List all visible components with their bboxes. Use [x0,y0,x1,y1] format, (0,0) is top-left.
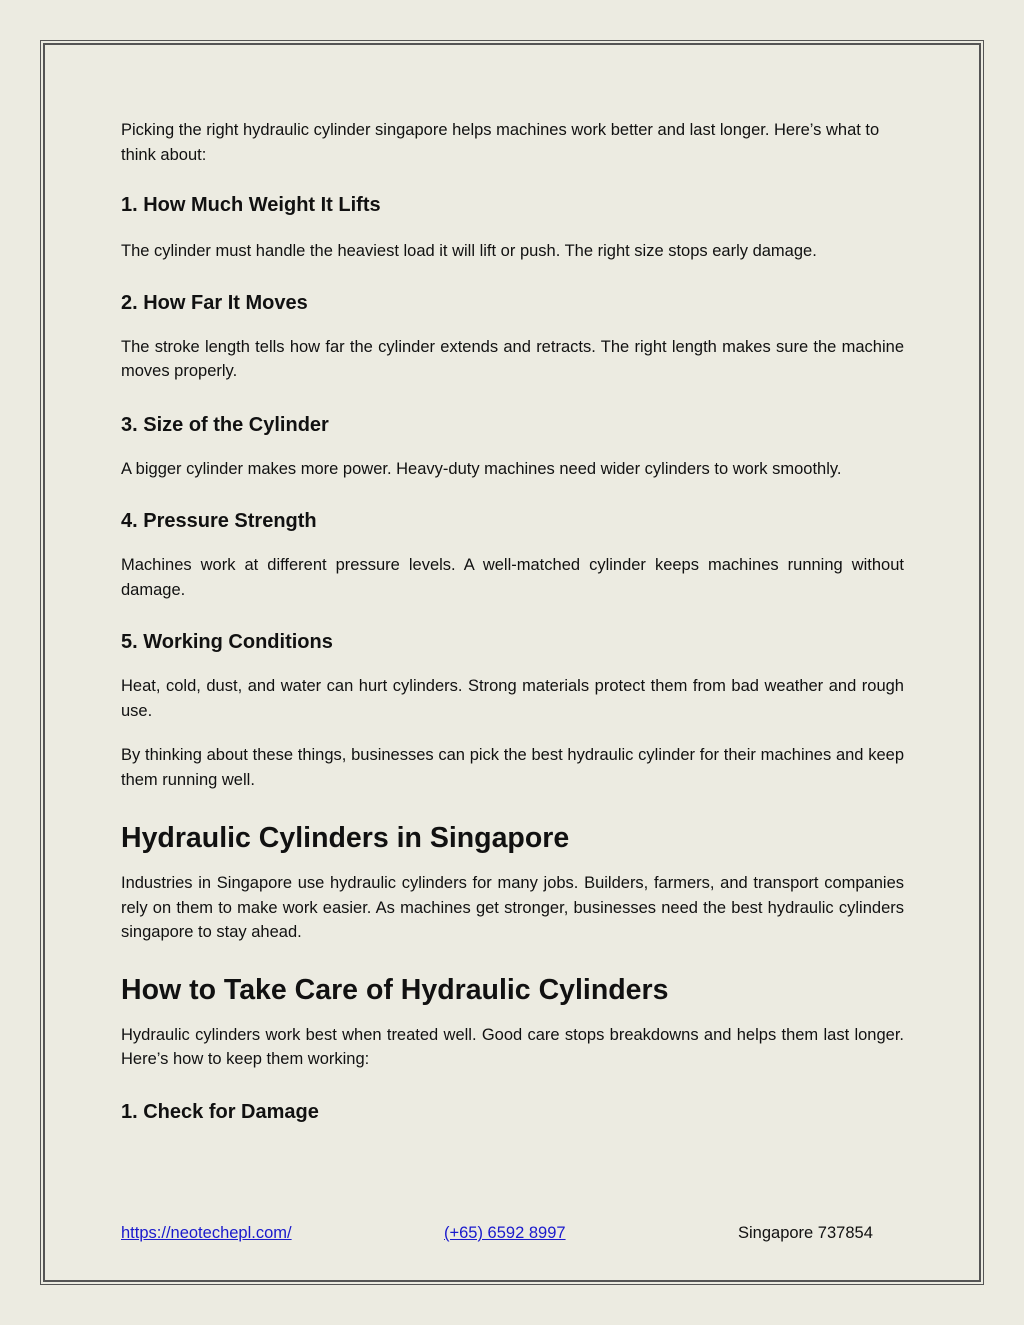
factor-text-conditions: Heat, cold, dust, and water can hurt cylinders. Strong materials protect them from bad weather and rough use. [121,677,904,720]
factor-text-movement: The stroke length tells how far the cylinder extends and retracts. The right length makes sure the machine moves properly. [121,337,904,380]
intro-paragraph: Picking the right hydraulic cylinder singapore helps machines work better and last longer. Here’s what to think about: [121,121,880,164]
factor-text-weight: The cylinder must handle the heaviest load it will lift or push. The right size stops early damage. [121,242,817,260]
care-step-heading-damage: 1. Check for Damage [121,1100,319,1123]
section-text-care: Hydraulic cylinders work best when treated well. Good care stops breakdowns and helps them last longer. Here’s how to keep them working: [121,1025,904,1068]
section-text-singapore: Industries in Singapore use hydraulic cylinders for many jobs. Builders, farmers, and transport companies rely on them to make work easier. As machines get stronger, businesses need the best hydraulic cylinders singapore to stay ahead. [121,874,904,941]
document-body [121,118,904,1124]
address-text: Singapore 737854 [738,1224,873,1242]
section-heading-singapore: Hydraulic Cylinders in Singapore [121,822,570,854]
section-heading-care: How to Take Care of Hydraulic Cylinders [121,973,669,1006]
conclusion-paragraph: By thinking about these things, businesses can pick the best hydraulic cylinder for their machines and keep them running well. [121,746,904,789]
phone-link[interactable]: (+65) 6592 8997 [444,1224,566,1242]
factor-heading-weight: 1. How Much Weight It Lifts [121,194,381,216]
factor-heading-size: 3. Size of the Cylinder [121,413,329,436]
factor-text-size: A bigger cylinder makes more power. Heavy-duty machines need wider cylinders to work smoothly. [121,459,842,478]
factor-heading-movement: 2. How Far It Moves [121,291,308,314]
factor-heading-pressure: 4. Pressure Strength [121,510,317,532]
factor-heading-conditions: 5. Working Conditions [121,631,333,653]
factor-text-pressure: Machines work at different pressure levels. A well-matched cylinder keeps machines running without damage. [121,556,904,599]
website-link[interactable]: https://neotechepl.com/ [121,1224,292,1242]
